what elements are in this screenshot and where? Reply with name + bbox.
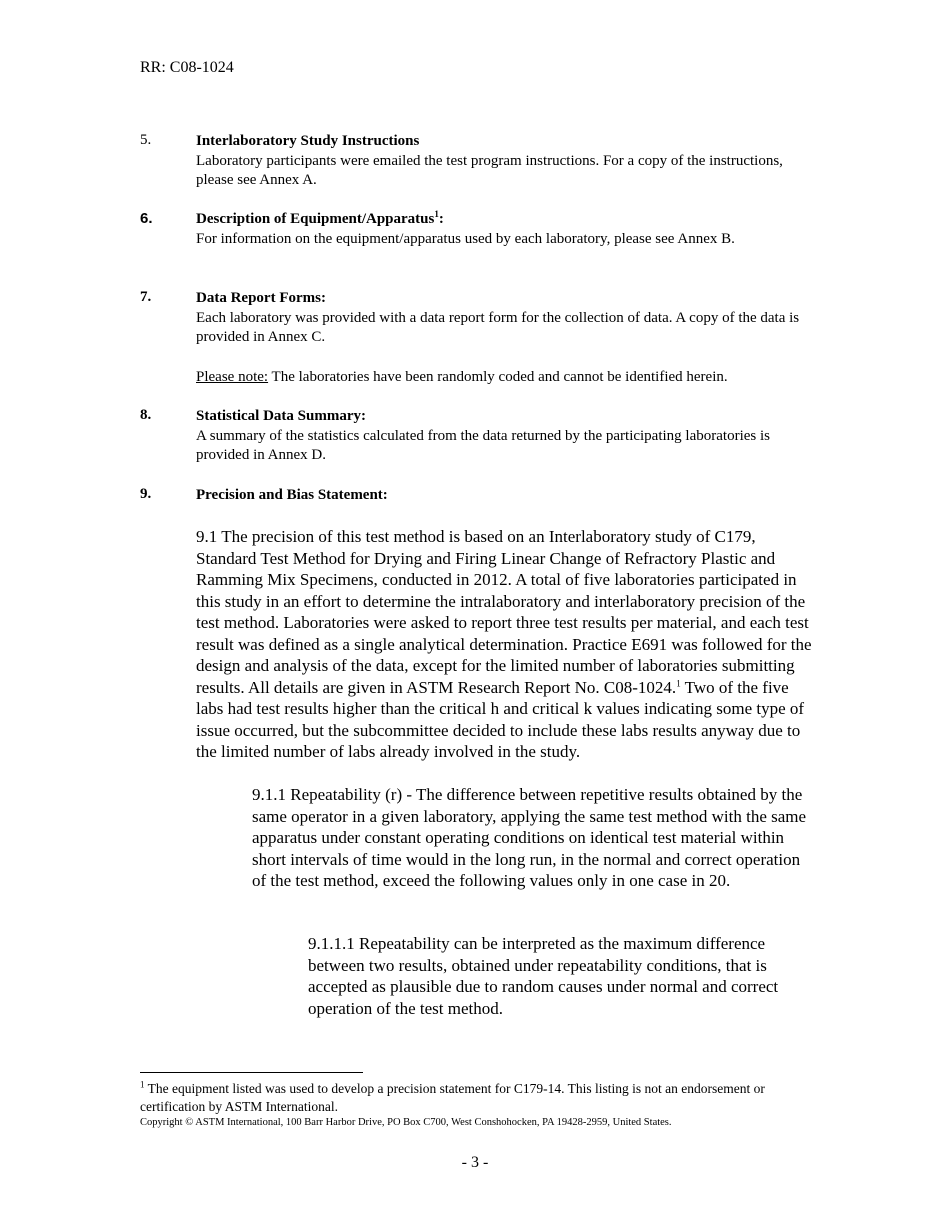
section-title: Data Report Forms:: [196, 290, 326, 306]
section-text: Each laboratory was provided with a data report form for the collection of data. A copy of the data is provided in Annex C.: [196, 309, 800, 345]
copyright-notice: Copyright © ASTM International, 100 Barr Harbor Drive, PO Box C700, West Conshohocken, PA 19428-2959, United States.: [140, 1117, 672, 1128]
please-note: [196, 368, 820, 388]
footnote-ref: 1: [434, 209, 439, 219]
footnote-marker: 1: [140, 1079, 145, 1090]
section-title: Interlaboratory Study Instructions: [196, 133, 420, 149]
section-title: Precision and Bias Statement:: [196, 487, 388, 503]
page-number: - 3 -: [461, 1154, 489, 1171]
section-text: For information on the equipment/apparatus used by each laboratory, please see Annex B.: [196, 230, 735, 247]
section-number: 9.: [140, 486, 152, 502]
section-7: [140, 289, 820, 387]
section-number: 6.: [140, 210, 153, 227]
section-number: 8.: [140, 407, 152, 423]
paragraph-9-1-1: 9.1.1 Repeatability (r) - The difference between repetitive results obtained by the same operator in a given laboratory, applying the same test method with the same apparatus under constant operating conditions on identical test material within short intervals of time would in the long run, in the normal and correct operation of the test method, exceed the following values only in one case in 20.: [252, 785, 807, 890]
paragraph-9-1-1-1: 9.1.1.1 Repeatability can be interpreted as the maximum difference between two results, obtained under repeatability conditions, that is accepted as plausible due to random causes under normal and correct operation of the test method.: [308, 934, 779, 1018]
footnote-ref: 1: [676, 677, 681, 688]
section-number: 7.: [140, 289, 152, 305]
report-header: RR: C08-1024: [140, 59, 234, 76]
note-text: The laboratories have been randomly coded and cannot be identified herein.: [268, 368, 728, 385]
section-8: [140, 407, 820, 466]
section-number: 5.: [140, 132, 152, 148]
footnote-divider: [140, 1072, 363, 1073]
paragraph-9-1: 9.1 The precision of this test method is based on an Interlaboratory study of C179, Standard Test Method for Drying and Firing Linear Change of Refractory Plastic and Ramming Mix Specimens, conducted in 2012. A total of five laboratories participated in this study in an effort to determine the intralaboratory and interlaboratory precision of the test method. Laboratories were asked to report three test results per material, and each test result was defined as a single analytical determination. Practice E691 was followed for the design and analysis of the data, except for the limited number of laboratories submitting results. All details are given in ASTM Research Report No. C08-1024.$^1$ Two of the five labs had test results higher than the critical h and critical k values indicating some type of issue occurred, but the subcommittee decided to include these labs results anyway due to the limited number of labs already involved in the study.: [196, 527, 812, 761]
section-title: Statistical Data Summary:: [196, 408, 366, 424]
section-text: Laboratory participants were emailed the test program instructions. For a copy of the instructions, please see Annex A.: [196, 152, 783, 188]
note-label: Please note:: [196, 368, 269, 385]
section-5: [140, 132, 820, 191]
section-title: Description of Equipment/Apparatus$^1$:: [196, 209, 444, 227]
section-9: [140, 486, 820, 506]
section-6: [140, 210, 820, 249]
footnote-text: The equipment listed was used to develop a precision statement for C179-14. This listing is not an endorsement or certification by ASTM International.: [140, 1081, 765, 1114]
footnote: [140, 1080, 810, 1116]
section-text: A summary of the statistics calculated from the data returned by the participating laboratories is provided in Annex D.: [196, 427, 770, 463]
